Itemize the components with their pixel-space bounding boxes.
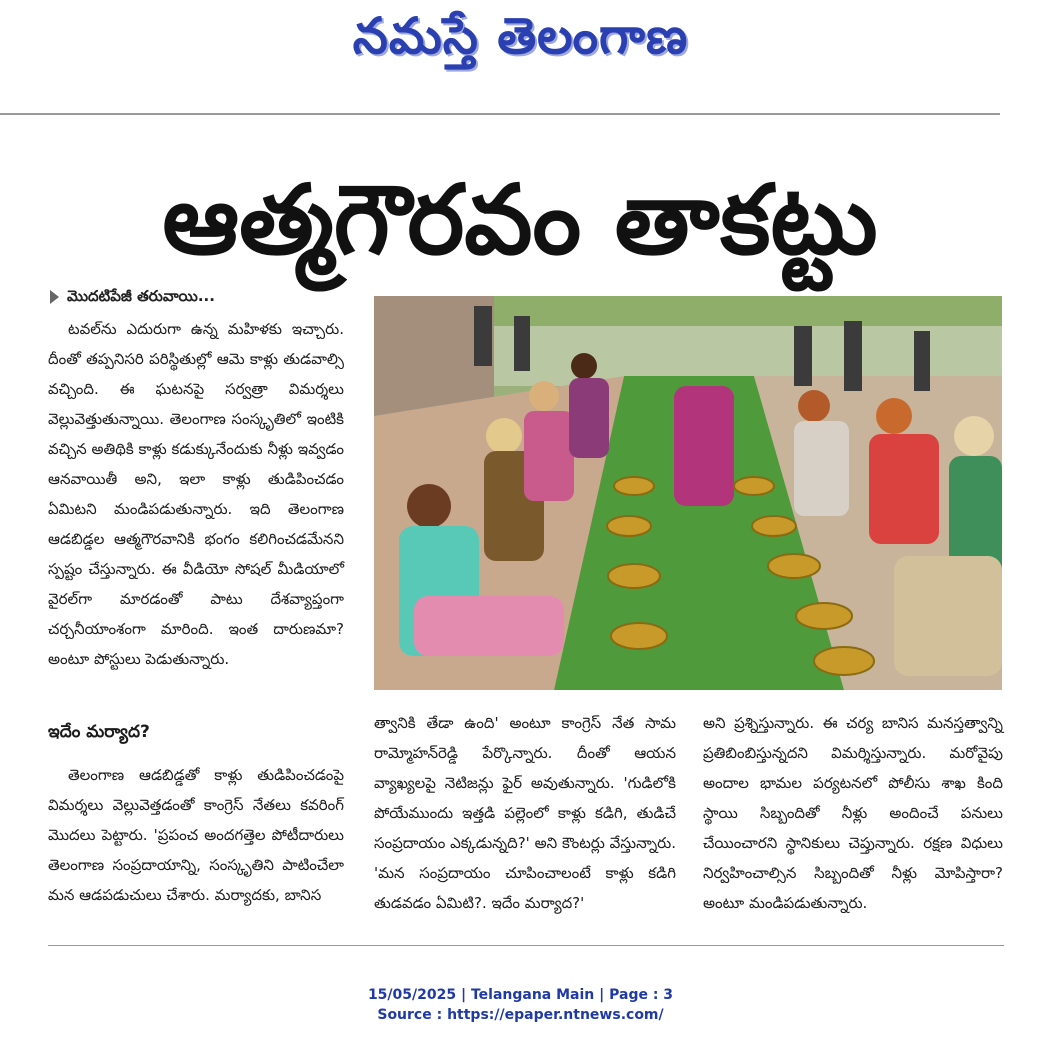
- continuation-text: మొదటిపేజీ తరువాయి...: [67, 287, 215, 305]
- news-photo: [374, 296, 1002, 690]
- article-column-1-continued: [48, 760, 344, 910]
- photo-illustration: [374, 296, 1002, 690]
- column-3-paragraph: అని ప్రశ్నిస్తున్నారు. ఈ చర్య బానిస మనస్తత్వాన్ని ప్రతిబింబిస్తున్నదని విమర్శిస్తున్నారు. మరోవైపు అందాల భామల పర్యటనలో పోలీసు శాఖ కింది స్థాయి సిబ్బందితో నీళ్లు అందించే పనులు చేయించారని స్థానికులు చెప్తున్నారు. రక్షణ విధులు నిర్వహించాల్సిన సిబ్బందితో నీళ్లు మోపిస్తారా? అంటూ మండిపడుతున్నారు.: [703, 714, 1003, 912]
- subheading: ఇదేం మర్యాద?: [48, 722, 150, 742]
- page-footer: [0, 985, 1041, 1025]
- newspaper-logo: నమస్తే తెలంగాణ: [352, 6, 689, 65]
- clipped-bottom-strip: [48, 945, 1004, 968]
- footer-source-line: Source : https://epaper.ntnews.com/: [377, 1007, 664, 1023]
- column-1b-paragraph: తెలంగాణ ఆడబిడ్డతో కాళ్లు తుడిపించడంపై విమర్శలు వెల్లువెత్తడంతో కాంగ్రెస్ నేతలు కవరింగ్ మొదలు పెట్టారు. 'ప్రపంచ అందగత్తెల పోటీదారులు తెలంగాణ సంప్రదాయాన్ని, సంస్కృతిని పాటించేలా మన ఆడపడుచులు చేశారు. మర్యాదకు, బానిస: [48, 766, 344, 904]
- column-2-paragraph: త్వానికి తేడా ఉంది' అంటూ కాంగ్రెస్ నేత సామ రామ్మోహన్‌రెడ్డి పేర్కొన్నారు. దీంతో ఆయన వ్యాఖ్యలపై నెటిజన్లు ఫైర్ అవుతున్నారు. 'గుడిలోకి పోయేముందు ఇత్తడి పల్లెంలో కాళ్లు కడిగి, తుడిచే సంప్రదాయం ఎక్కడున్నది?' అని కౌంటర్లు వేస్తున్నారు. 'మన సంప్రదాయం చూపించాలంటే కాళ్లు కడిగి తుడవడం ఏమిటి?. ఇదేం మర్యాద?': [374, 714, 676, 912]
- article-column-2: [374, 708, 676, 918]
- article-column-3: [703, 708, 1003, 918]
- masthead: [0, 0, 1041, 80]
- article-column-1: [48, 314, 344, 674]
- masthead-divider: [0, 113, 1000, 115]
- arrow-right-icon: [50, 290, 59, 304]
- column-1-paragraph: టవల్‌ను ఎదురుగా ఉన్న మహిళకు ఇచ్చారు. దీంతో తప్పనిసరి పరిస్థితుల్లో ఆమె కాళ్లు తుడవాల్సి వచ్చింది. ఈ ఘటనపై సర్వత్రా విమర్శలు వెల్లువెత్తుతున్నాయి. తెలంగాణ సంస్కృతిలో ఇంటికి వచ్చిన అతిథికి కాళ్లు కడుక్కునేందుకు నీళ్లు ఇవ్వడం ఆనవాయితీ అని, ఇలా కాళ్లు తుడిపించడం ఏమిటని మండిపడుతున్నారు. ఇది తెలంగాణ ఆడబిడ్డల ఆత్మగౌరవానికి భంగం కలిగించడమేనని స్పష్టం చేస్తున్నారు. ఈ వీడియో సోషల్ మీడియాలో వైరల్‌గా మారడంతో పాటు దేశవ్యాప్తంగా చర్చనీయాంశంగా మారింది. ఇంత దారుణమా? అంటూ పోస్టులు పెడుతున్నారు.: [48, 320, 344, 668]
- footer-date-line: 15/05/2025 | Telangana Main | Page : 3: [367, 987, 674, 1003]
- continuation-line: [50, 287, 360, 309]
- headline: ఆత్మగౌరవం తాకట్టు: [162, 164, 878, 276]
